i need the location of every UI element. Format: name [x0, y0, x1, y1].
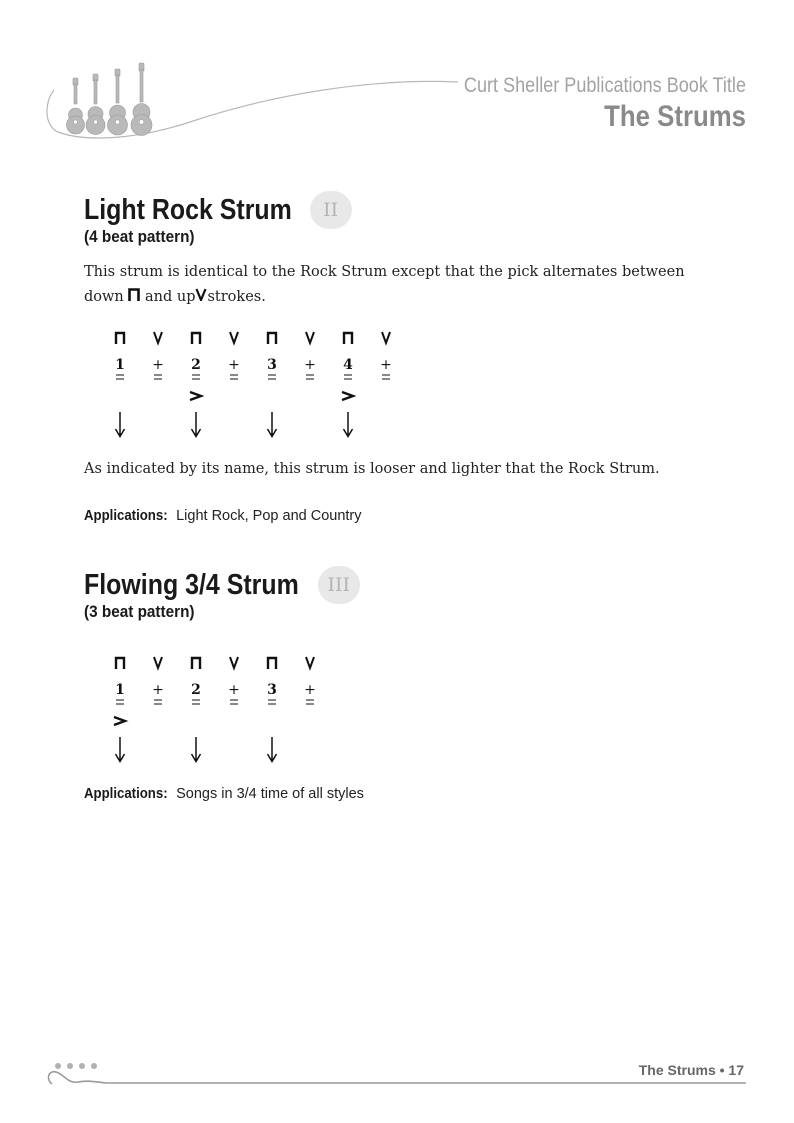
down-arrow-icon [344, 412, 353, 437]
count-label: 2 [191, 357, 201, 373]
count-underline [154, 700, 162, 704]
accent-icon [114, 717, 125, 725]
down-stroke-icon [116, 658, 124, 669]
down-stroke-icon [192, 658, 200, 669]
applications-text: Songs in 3/4 time of all styles [176, 786, 364, 802]
applications-label: Applications: [84, 507, 168, 524]
count-label: + [304, 357, 316, 373]
count-label: + [228, 682, 240, 698]
down-stroke-icon [192, 333, 200, 344]
count-label: 3 [267, 357, 277, 373]
count-underline [268, 700, 276, 704]
level-badge: III [318, 566, 360, 604]
section-light-rock-strum [84, 190, 352, 247]
level-badge: II [310, 191, 352, 229]
up-stroke-icon [306, 332, 314, 343]
chapter-title: The Strums [604, 100, 746, 133]
count-underline [382, 375, 390, 379]
section-title-text: Flowing 3/4 Strum [84, 568, 299, 601]
section-note [84, 457, 660, 482]
down-arrow-icon [116, 412, 125, 437]
section-subtitle: (3 beat pattern) [84, 602, 195, 621]
book-title: Curt Sheller Publications Book Title [463, 74, 746, 97]
count-label: + [304, 682, 316, 698]
down-arrow-icon [116, 737, 125, 762]
accent-icon [342, 392, 353, 400]
strum-pattern [110, 650, 410, 770]
down-stroke-icon [268, 333, 276, 344]
up-stroke-icon [230, 332, 238, 343]
applications-line [84, 783, 364, 802]
count-label: + [380, 357, 392, 373]
section-subtitle: (4 beat pattern) [84, 227, 195, 246]
description-line-1: This strum is identical to the Rock Strum except that the pick alternates between [84, 264, 685, 280]
count-label: 4 [343, 357, 353, 373]
accent-icon [190, 392, 201, 400]
description-strokes: strokes. [207, 289, 266, 305]
count-underline [192, 700, 200, 704]
count-label: 1 [115, 357, 125, 373]
count-label: + [152, 357, 164, 373]
up-stroke-icon [382, 332, 390, 343]
down-arrow-icon [268, 412, 277, 437]
count-underline [192, 375, 200, 379]
count-label: 2 [191, 682, 201, 698]
down-stroke-icon [128, 288, 140, 301]
up-stroke-icon [154, 657, 162, 668]
footer-dots-icon [55, 1063, 97, 1069]
count-underline [306, 700, 314, 704]
down-stroke-icon [268, 658, 276, 669]
footer-page-label: The Strums • 17 [638, 1062, 744, 1078]
down-arrow-icon [268, 737, 277, 762]
strum-pattern [110, 325, 410, 445]
applications-line [84, 505, 362, 524]
up-stroke-icon [154, 332, 162, 343]
count-underline [116, 375, 124, 379]
count-label: 1 [115, 682, 125, 698]
count-underline [306, 375, 314, 379]
count-underline [344, 375, 352, 379]
section-title [84, 190, 352, 230]
count-underline [116, 700, 124, 704]
section-flowing-strum [84, 565, 360, 622]
down-stroke-icon [344, 333, 352, 344]
down-arrow-icon [192, 737, 201, 762]
count-underline [268, 375, 276, 379]
section-title [84, 565, 360, 605]
up-stroke-icon [195, 288, 207, 301]
section-description [84, 260, 685, 310]
section-title-text: Light Rock Strum [84, 193, 292, 226]
description-down: down [84, 289, 124, 305]
count-label: + [228, 357, 240, 373]
down-stroke-icon [116, 333, 124, 344]
applications-text: Light Rock, Pop and Country [176, 508, 362, 524]
applications-label: Applications: [84, 785, 168, 802]
up-stroke-icon [230, 657, 238, 668]
description-and-up: and up [144, 289, 196, 305]
count-label: 3 [267, 682, 277, 698]
down-arrow-icon [192, 412, 201, 437]
count-label: + [152, 682, 164, 698]
count-underline [230, 375, 238, 379]
ukulele-family-icon [40, 60, 460, 160]
count-underline [230, 700, 238, 704]
description-line-2 [84, 285, 685, 310]
up-stroke-icon [306, 657, 314, 668]
note-text: As indicated by its name, this strum is looser and lighter that the Rock Strum. [84, 461, 660, 477]
count-underline [154, 375, 162, 379]
